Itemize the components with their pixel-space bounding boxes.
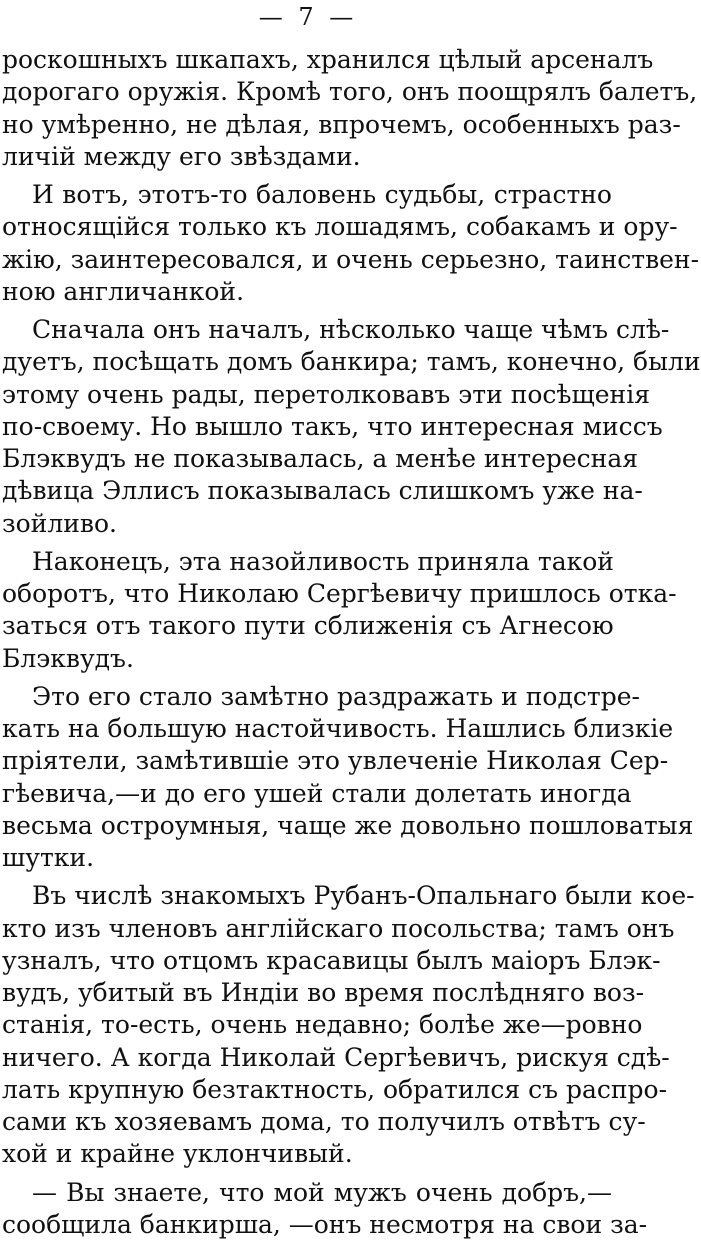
text-line: вудъ, убитый въ Индіи во время послѣдняго воз- — [2, 978, 645, 1007]
text-line: Наконецъ, эта назойливость приняла такой — [32, 546, 614, 576]
text-line: ною англичанкой. — [2, 276, 245, 306]
text-line: по-своему. Но вышло такъ, что интересная миссъ — [2, 411, 663, 441]
text-line: пріятели, замѣтившіе это увлеченіе Николая Сер- — [2, 746, 669, 776]
text-line: относящійся только къ лошадямъ, собакамъ и ору- — [2, 212, 678, 242]
text-line: роскошныхъ шкапахъ, хранился цѣлый арсеналъ — [2, 45, 654, 74]
text-line: но умѣренно, не дѣлая, впрочемъ, особенныхъ раз- — [2, 109, 681, 139]
text-line: — Вы знаете, что мой мужъ очень добръ,— — [32, 1177, 612, 1207]
text-line: И вотъ, этотъ-то баловень судьбы, страстно — [32, 180, 612, 209]
text-line: хой и крайне уклончивый. — [2, 1139, 353, 1169]
text-line: ничего. А когда Николай Сергѣевичъ, рискуя сдѣ- — [2, 1042, 670, 1072]
text-line: Блэквудъ. — [2, 643, 134, 673]
text-line: кто изъ членовъ англійскаго посольства; тамъ онъ — [2, 913, 675, 943]
text-line: жію, заинтересовался, и очень серьезно, таинствен- — [2, 244, 700, 274]
text-line: зойливо. — [2, 508, 117, 538]
page-number: — 7 — — [258, 3, 358, 31]
text-line: дѣвица Эллисъ показывалась слишкомъ уже на- — [2, 476, 643, 506]
text-line: Сначала онъ началъ, нѣсколько чаще чѣмъ слѣ- — [32, 315, 670, 344]
text-line: сообщила банкирша, —онъ несмотря на свои за- — [2, 1209, 648, 1239]
text-line: шутки. — [2, 843, 95, 872]
text-line: весьма остроумныя, чаще же довольно пошловатыя — [2, 810, 694, 840]
text-line: дорогаго оружія. Кромѣ того, онъ поощрялъ балетъ, — [2, 77, 698, 107]
text-line: заться отъ такого пути сближенія съ Агнесою — [2, 611, 614, 641]
text-line: узналъ, что отцомъ красавицы былъ маіоръ Блэк- — [2, 945, 661, 975]
text-line: Блэквудъ не показывалась, а менѣе интересная — [2, 444, 639, 473]
text-line: кать на большую настойчивость. Нашлись близкіе — [2, 714, 674, 743]
text-line: Въ числѣ знакомыхъ Рубанъ-Опальнаго были кое- — [32, 881, 695, 911]
text-line: Это его стало замѣтно раздражать и подстре- — [32, 681, 640, 711]
text-line: личій между его звѣздами. — [2, 141, 361, 171]
text-line: оборотъ, что Николаю Сергѣевичу пришлось отка- — [2, 579, 677, 608]
text-line: этому очень рады, перетолковавъ эти посѣщенія — [2, 379, 650, 409]
text-line: станія, то-есть, очень недавно; болѣе же—ровно — [2, 1010, 643, 1040]
text-line: лать крупную безтактность, обратился съ распро- — [2, 1074, 668, 1104]
text-line: сами къ хозяевамъ дома, то получилъ отвѣтъ су- — [2, 1107, 646, 1136]
text-line: гѣевича,—и до его ушей стали долетать иногда — [2, 778, 632, 808]
body-text — [2, 44, 701, 1241]
text-line: дуетъ, посѣщать домъ банкира; тамъ, конечно, были — [2, 347, 701, 377]
